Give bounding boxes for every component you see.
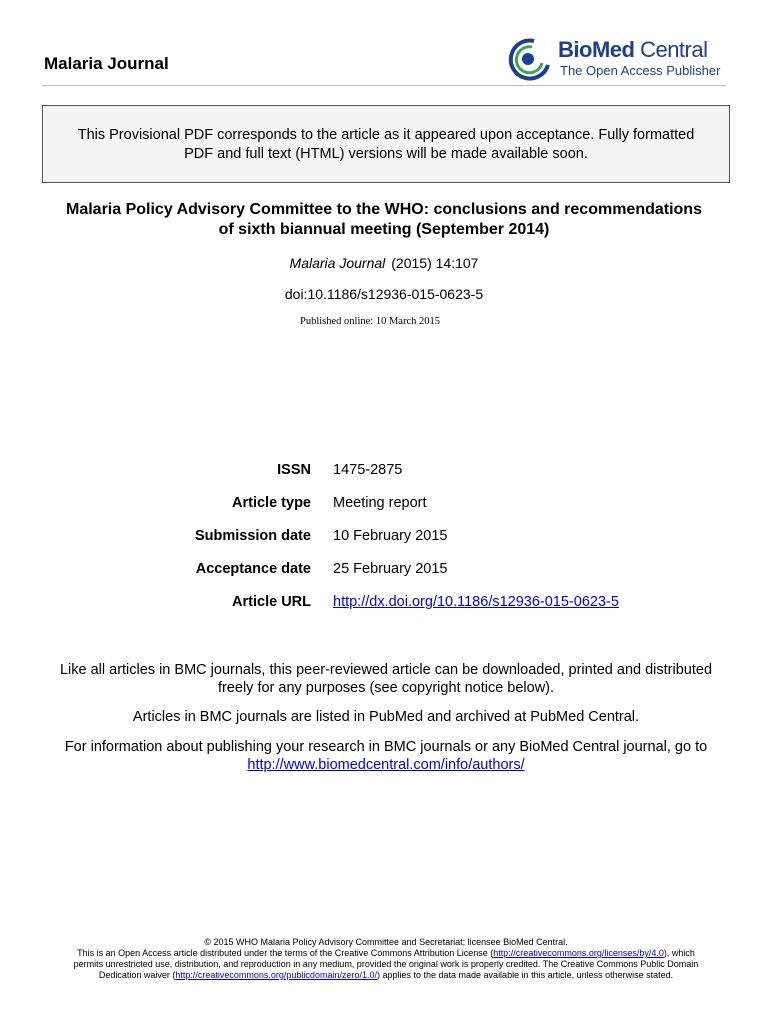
info-paragraph-3 xyxy=(40,738,732,774)
author-info-link[interactable]: http://www.biomedcentral.com/info/authors/ xyxy=(247,757,525,773)
title-line-2: of sixth biannual meeting (September 2014) xyxy=(218,221,550,238)
footer-text: Dedication waiver ( xyxy=(98,970,176,980)
footer-text: ) applies to the data made available in this article, unless otherwise stated. xyxy=(376,970,674,980)
meta-label: Article URL xyxy=(232,594,311,610)
citation-journal: Malaria Journal xyxy=(289,255,386,271)
logo-brand-rest: Central xyxy=(634,37,708,62)
header-divider xyxy=(42,85,726,86)
footer-text: This is an Open Access article distributed under the terms of the Creative Commons Attribution License ( xyxy=(77,948,494,958)
info-p1-line-1: Like all articles in BMC journals, this peer-reviewed article can be downloaded, printed and distributed xyxy=(59,662,713,678)
meta-value: 1475-2875 xyxy=(333,462,403,478)
citation xyxy=(0,255,768,271)
info-paragraph-1 xyxy=(40,661,732,697)
copyright-footer xyxy=(40,937,732,981)
footer-line-4 xyxy=(40,970,732,981)
notice-line-1: This Provisional PDF corresponds to the article as it appeared upon acceptance. Fully formatted xyxy=(77,127,695,143)
logo-title xyxy=(558,37,708,63)
cc-zero-waiver-link[interactable]: http://creativecommons.org/publicdomain/zero/1.0/ xyxy=(175,970,377,980)
meta-label: Article type xyxy=(232,495,311,511)
cc-by-license-link[interactable]: http://creativecommons.org/licenses/by/4.0 xyxy=(493,948,664,958)
meta-label: ISSN xyxy=(277,462,311,478)
citation-volume: (2015) 14:107 xyxy=(391,255,479,271)
biomed-central-arc-icon xyxy=(504,35,552,81)
info-p3-line-1: For information about publishing your research in BMC journals or any BioMed Central journal, go to xyxy=(64,739,708,755)
footer-line-1: © 2015 WHO Malaria Policy Advisory Committee and Secretariat; licensee BioMed Central. xyxy=(204,937,568,947)
footer-line-2 xyxy=(40,948,732,959)
meta-row-acceptance-date xyxy=(0,561,768,581)
published-date: Published online: 10 March 2015 xyxy=(300,316,440,327)
info-paragraph-2: Articles in BMC journals are listed in PubMed and archived at PubMed Central. xyxy=(132,709,640,725)
meta-row-article-type xyxy=(0,495,768,515)
meta-row-submission-date xyxy=(0,528,768,548)
logo-brand: BioMed xyxy=(558,37,635,62)
provisional-notice-box xyxy=(42,105,730,183)
meta-row-article-url xyxy=(0,594,768,614)
notice-line-2: PDF and full text (HTML) versions will be made available soon. xyxy=(184,146,588,162)
footer-text: ), which xyxy=(663,948,695,958)
biomed-central-logo xyxy=(504,33,734,83)
article-url-link[interactable]: http://dx.doi.org/10.1186/s12936-015-0623-5 xyxy=(333,594,619,610)
title-line-1: Malaria Policy Advisory Committee to the WHO: conclusions and recommendations xyxy=(66,201,702,218)
meta-value: 25 February 2015 xyxy=(333,561,448,577)
doi: doi:10.1186/s12936-015-0623-5 xyxy=(284,286,484,302)
footer-line-3: permits unrestricted use, distribution, and reproduction in any medium, provided the original work is properly credited. The Creative Commons Public Domain xyxy=(73,959,699,969)
meta-row-issn xyxy=(0,462,768,482)
logo-tagline: The Open Access Publisher xyxy=(560,63,721,78)
journal-name: Malaria Journal xyxy=(44,54,169,73)
meta-value: Meeting report xyxy=(333,495,427,511)
meta-label: Acceptance date xyxy=(195,561,311,577)
meta-value: 10 February 2015 xyxy=(333,528,448,544)
meta-label: Submission date xyxy=(194,528,311,544)
info-p1-line-2: freely for any purposes (see copyright notice below). xyxy=(217,680,555,696)
article-title xyxy=(40,200,728,240)
